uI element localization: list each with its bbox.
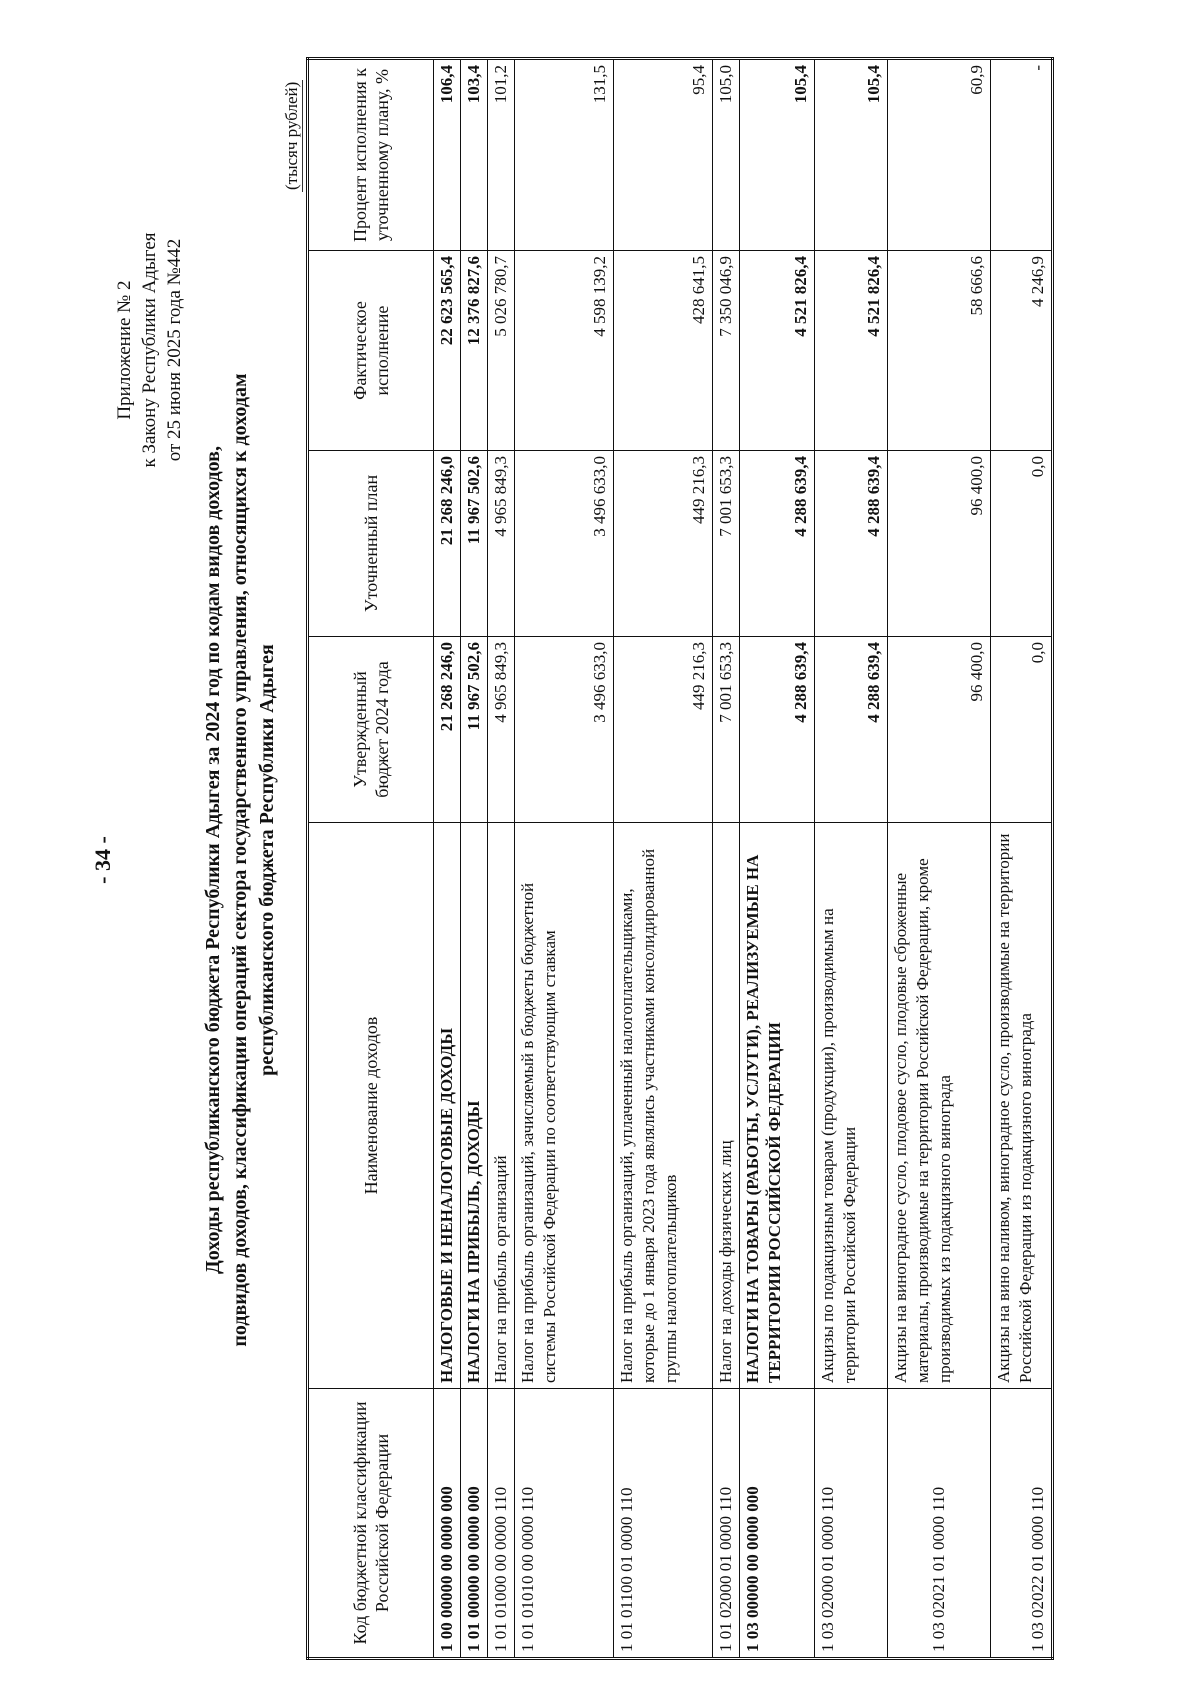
cell-approved: 21 268 246,0 bbox=[434, 637, 461, 823]
cell-name: Акцизы на вино наливом, виноградное сусло, производимые на территории Российской Федерации из подакцизного винограда bbox=[991, 823, 1053, 1389]
title-line-2: подвидов доходов, классификации операций сектора государственного управления, относящихся к доходам bbox=[229, 373, 251, 1347]
appendix-header bbox=[112, 140, 187, 560]
cell-actual: 4 246,9 bbox=[991, 251, 1053, 451]
document-title bbox=[200, 130, 281, 1590]
cell-name: Налог на доходы физических лиц bbox=[713, 823, 740, 1389]
cell-percent: 105,4 bbox=[815, 59, 888, 251]
table-row bbox=[888, 59, 991, 1659]
header-code: Код бюджетной классификации Российской Федерации bbox=[308, 1389, 434, 1659]
cell-approved: 7 001 653,3 bbox=[713, 637, 740, 823]
cell-code: 1 03 02021 01 0000 110 bbox=[888, 1389, 991, 1659]
cell-approved: 4 288 639,4 bbox=[815, 637, 888, 823]
cell-approved: 0,0 bbox=[991, 637, 1053, 823]
rotated-page bbox=[40, 60, 1100, 1660]
cell-plan: 96 400,0 bbox=[888, 451, 991, 637]
title-line-3: республиканского бюджета Республики Адыгея bbox=[256, 644, 278, 1076]
table-header-row bbox=[308, 59, 434, 1659]
table-row bbox=[434, 59, 461, 1659]
header-percent: Процент исполнения к уточненному плану, % bbox=[308, 59, 434, 251]
cell-code: 1 03 02000 01 0000 110 bbox=[815, 1389, 888, 1659]
cell-percent: 105,0 bbox=[713, 59, 740, 251]
cell-actual: 4 521 826,4 bbox=[740, 251, 815, 451]
cell-name: НАЛОГОВЫЕ И НЕНАЛОГОВЫЕ ДОХОДЫ bbox=[434, 823, 461, 1389]
cell-actual: 5 026 780,7 bbox=[488, 251, 515, 451]
table-row bbox=[815, 59, 888, 1659]
cell-plan: 449 216,3 bbox=[614, 451, 713, 637]
cell-name: Налог на прибыль организаций, зачисляемый в бюджеты бюджетной системы Российской Федерации по соответствующим ставкам bbox=[515, 823, 614, 1389]
cell-name: Налог на прибыль организаций, уплаченный налогоплательщиками, которые до 1 января 2023 года являлись участниками консолидированной группы налогоплательщиков bbox=[614, 823, 713, 1389]
cell-approved: 11 967 502,6 bbox=[461, 637, 488, 823]
cell-approved: 4 288 639,4 bbox=[740, 637, 815, 823]
appendix-line-1: Приложение № 2 bbox=[114, 280, 135, 420]
cell-name: Акцизы на виноградное сусло, плодовое сусло, плодовые сброженные материалы, производимые на территории Российской Федерации, кроме производимых из подакцизного винограда bbox=[888, 823, 991, 1389]
header-plan: Уточненный план bbox=[308, 451, 434, 637]
cell-approved: 449 216,3 bbox=[614, 637, 713, 823]
table-row bbox=[614, 59, 713, 1659]
cell-code: 1 03 00000 00 0000 000 bbox=[740, 1389, 815, 1659]
cell-percent: 106,4 bbox=[434, 59, 461, 251]
cell-plan: 4 288 639,4 bbox=[815, 451, 888, 637]
title-line-1: Доходы республиканского бюджета Республики Адыгея за 2024 год по кодам видов доходов, bbox=[202, 446, 224, 1274]
cell-percent: - bbox=[991, 59, 1053, 251]
appendix-line-2: к Закону Республики Адыгея bbox=[139, 232, 160, 468]
cell-code: 1 01 01010 00 0000 110 bbox=[515, 1389, 614, 1659]
appendix-line-3: от 25 июня 2025 года №442 bbox=[164, 238, 185, 462]
cell-actual: 58 666,6 bbox=[888, 251, 991, 451]
cell-plan: 4 288 639,4 bbox=[740, 451, 815, 637]
cell-percent: 95,4 bbox=[614, 59, 713, 251]
cell-percent: 103,4 bbox=[461, 59, 488, 251]
cell-actual: 4 598 139,2 bbox=[515, 251, 614, 451]
cell-plan: 21 268 246,0 bbox=[434, 451, 461, 637]
cell-name: НАЛОГИ НА ТОВАРЫ (РАБОТЫ, УСЛУГИ), РЕАЛИЗУЕМЫЕ НА ТЕРРИТОРИИ РОССИЙСКОЙ ФЕДЕРАЦИИ bbox=[740, 823, 815, 1389]
cell-actual: 7 350 046,9 bbox=[713, 251, 740, 451]
cell-name: Акцизы по подакцизным товарам (продукции), производимым на территории Российской Федерации bbox=[815, 823, 888, 1389]
cell-code: 1 01 01100 01 0000 110 bbox=[614, 1389, 713, 1659]
cell-plan: 7 001 653,3 bbox=[713, 451, 740, 637]
cell-percent: 101,2 bbox=[488, 59, 515, 251]
header-actual: Фактическое исполнение bbox=[308, 251, 434, 451]
cell-approved: 96 400,0 bbox=[888, 637, 991, 823]
table-row bbox=[515, 59, 614, 1659]
table-row bbox=[740, 59, 815, 1659]
cell-approved: 3 496 633,0 bbox=[515, 637, 614, 823]
header-name: Наименование доходов bbox=[308, 823, 434, 1389]
cell-code: 1 01 01000 00 0000 110 bbox=[488, 1389, 515, 1659]
table-row bbox=[713, 59, 740, 1659]
cell-approved: 4 965 849,3 bbox=[488, 637, 515, 823]
table-row bbox=[488, 59, 515, 1659]
cell-percent: 60,9 bbox=[888, 59, 991, 251]
cell-plan: 4 965 849,3 bbox=[488, 451, 515, 637]
unit-label: (тысяч рублей) bbox=[282, 81, 301, 190]
cell-name: НАЛОГИ НА ПРИБЫЛЬ, ДОХОДЫ bbox=[461, 823, 488, 1389]
table-row bbox=[461, 59, 488, 1659]
page-number: - 34 - bbox=[90, 836, 115, 884]
cell-plan: 3 496 633,0 bbox=[515, 451, 614, 637]
cell-actual: 22 623 565,4 bbox=[434, 251, 461, 451]
cell-code: 1 01 02000 01 0000 110 bbox=[713, 1389, 740, 1659]
cell-actual: 4 521 826,4 bbox=[815, 251, 888, 451]
cell-percent: 105,4 bbox=[740, 59, 815, 251]
cell-code: 1 03 02022 01 0000 110 bbox=[991, 1389, 1053, 1659]
cell-code: 1 01 00000 00 0000 000 bbox=[461, 1389, 488, 1659]
cell-plan: 0,0 bbox=[991, 451, 1053, 637]
cell-percent: 131,5 bbox=[515, 59, 614, 251]
budget-table bbox=[306, 57, 1054, 1660]
cell-actual: 428 641,5 bbox=[614, 251, 713, 451]
header-approved: Утвержденный бюджет 2024 года bbox=[308, 637, 434, 823]
table-row bbox=[991, 59, 1053, 1659]
cell-name: Налог на прибыль организаций bbox=[488, 823, 515, 1389]
cell-code: 1 00 00000 00 0000 000 bbox=[434, 1389, 461, 1659]
cell-plan: 11 967 502,6 bbox=[461, 451, 488, 637]
cell-actual: 12 376 827,6 bbox=[461, 251, 488, 451]
